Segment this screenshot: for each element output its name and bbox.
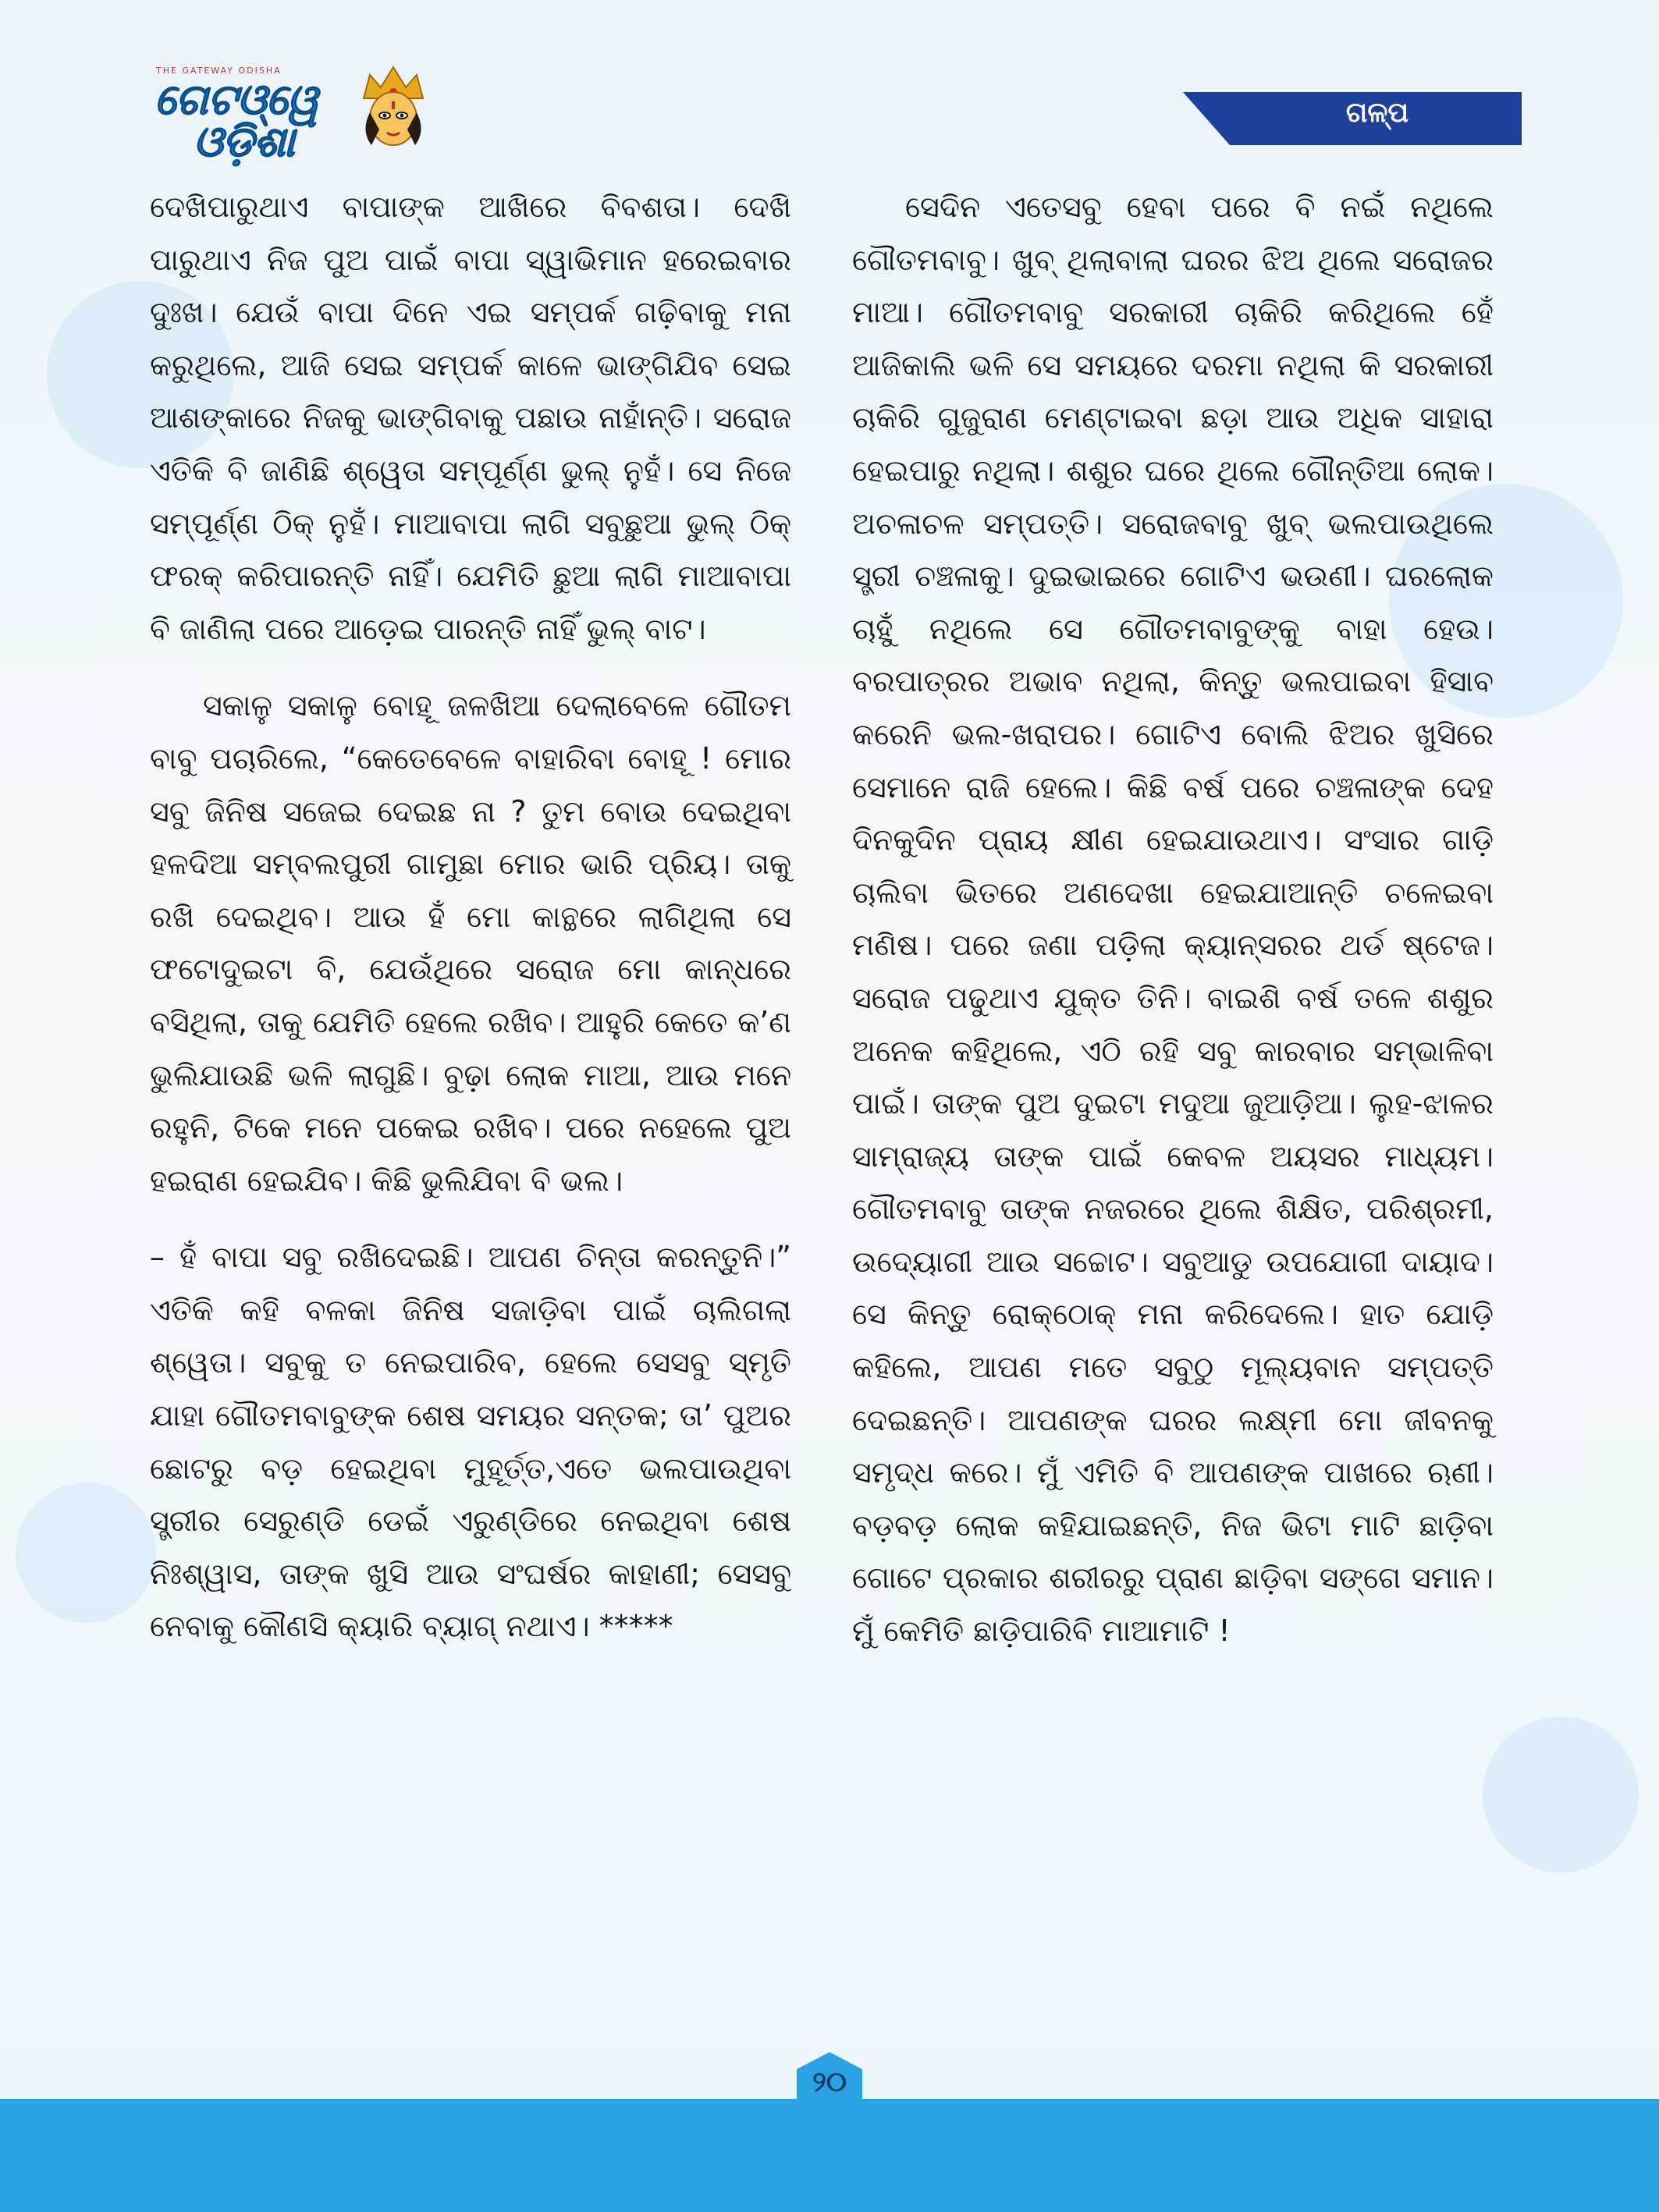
background-bubble bbox=[16, 1482, 156, 1623]
magazine-logo bbox=[148, 61, 429, 166]
background-bubble bbox=[1483, 1717, 1639, 1873]
paragraph: ଦେଖିପାରୁଥାଏ ବାପାଙ୍କ ଆଖିରେ ବିବଶତା। ଦେଖି ପାରୁଥାଏ ନିଜ ପୁଅ ପାଇଁ ବାପା ସ୍ୱାଭିମାନ ହରେଇବାର ଦୁଃଖ। ଯେଉଁ ବାପା ଦିନେ ଏଇ ସମ୍ପର୍କ ଗଢ଼ିବାକୁ ମନା କରୁଥିଲେ, ଆଜି ସେଇ ସମ୍ପର୍କ କାଳେ ଭାଙ୍ଗିଯିବ ସେଇ ଆଶଙ୍କାରେ ନିଜକୁ ଭାଙ୍ଗିବାକୁ ପଛାଉ ନାହାଁନ୍ତି। ସରୋଜ ଏତିକି ବି ଜାଣିଛି ଶ୍ୱେତା ସମ୍ପୂର୍ଣ୍ଣ ଭୁଲ୍ ନୁହଁ। ସେ ନିଜେ ସମ୍ପୂର୍ଣ୍ଣ ଠିକ୍ ନୁହଁ। ମାଆବାପା ଲାଗି ସବୁଛୁଆ ଭୁଲ୍ ଠିକ୍ ଫରକ୍ କରିପାରନ୍ତି ନାହିଁ। ଯେମିତି ଛୁଆ ଲାଗି ମାଆବାପା ବି ଜାଣିଲା ପରେ ଆଡ଼େଇ ପାରନ୍ତି ନାହିଁ ଭୁଲ୍ ବାଟ। bbox=[150, 190, 791, 646]
paragraph: ସକାଳୁ ସକାଳୁ ବୋହୂ ଜଳଖିଆ ଦେଲାବେଳେ ଗୌତମ ବାବୁ ପଚାରିଲେ, “କେତେବେଳେ ବାହାରିବା ବୋହୂ ! ମୋର ସବୁ ଜିନିଷ ସଜେଇ ଦେଇଛ ନା ? ତୁମ ବୋଉ ଦେଇଥିବା ହଳଦିଆ ସମ୍ବଲପୁରୀ ଗାମୁଛା ମୋର ଭାରି ପ୍ରିୟ। ତାକୁ ରଖି ଦେଇଥିବ। ଆଉ ହଁ ମୋ କାନ୍ଥରେ ଲାଗିଥିଲା ସେ ଫଟୋଦୁଇଟା ବି, ଯେଉଁଥିରେ ସରୋଜ ମୋ କାନ୍ଧରେ ବସିଥିଲା, ତାକୁ ଯେମିତି ହେଲେ ରଖିବ। ଆହୁରି କେତେ କ’ଣ ଭୁଲିଯାଉଛି ଭଳି ଲାଗୁଛି। ବୁଢ଼ା ଲୋକ ମାଆ, ଆଉ ମନେ ରହୁନି, ଟିକେ ମନେ ପକେଇ ରଖିବ। ପରେ ନହେଲେ ପୁଅ ହଇରାଣ ହେଇଯିବ। କିଛି ଭୁଲିଯିବା ବି ଭଲ। bbox=[150, 688, 791, 1198]
logo-tagline: THE GATEWAY ODISHA bbox=[156, 66, 282, 76]
logo-title-line1: ଗେଟଓ୍ୱେ bbox=[155, 75, 319, 124]
section-label: ଗଳ୍ପ bbox=[1345, 97, 1409, 129]
page-number: ୨୦ bbox=[812, 2066, 847, 2098]
logo-title-line2: ଓଡ଼ିଶା bbox=[194, 117, 295, 166]
article-column-left bbox=[150, 181, 791, 1653]
paragraph: ସେଦିନ ଏତେସବୁ ହେବା ପରେ ବି ନଇଁ ନଥିଲେ ଗୌତମବାବୁ। ଖୁବ୍ ଥିଲାବାଲା ଘରର ଝିଅ ଥିଲେ ସରୋଜର ମାଆ। ଗୌତମବାବୁ ସରକାରୀ ଚାକିରି କରିଥିଲେ ହେଁ ଆଜିକାଲି ଭଳି ସେ ସମୟରେ ଦରମା ନଥିଲା କି ସରକାରୀ ଚାକିରି ଗୁଜୁରାଣ ମେଣ୍ଟାଇବା ଛଡ଼ା ଆଉ ଅଧିକ ସାହାରା ହେଇପାରୁ ନଥିଲା। ଶଶୁର ଘରେ ଥିଲେ ଗୌନ୍ତିଆ ଲୋକ। ଅଚଳାଚଳ ସମ୍ପତ୍ତି। ସରୋଜବାବୁ ଖୁବ୍ ଭଲପାଉଥିଲେ ସ୍ତ୍ରୀ ଚଞ୍ଚଳାକୁ। ଦୁଇଭାଇରେ ଗୋଟିଏ ଭଉଣୀ। ଘରଲୋକ ଚାହୁଁ ନଥିଲେ ସେ ଗୌତମବାବୁଙ୍କୁ ବାହା ହେଉ। ବରପାତ୍ରର ଅଭାବ ନଥିଲା, କିନ୍ତୁ ଭଲପାଇବା ହିସାବ କରେନି ଭଲ-ଖରାପର। ଗୋଟିଏ ବୋଲି ଝିଅର ଖୁସିରେ ସେମାନେ ରାଜି ହେଲେ। କିଛି ବର୍ଷ ପରେ ଚଞ୍ଚଳାଙ୍କ ଦେହ ଦିନକୁଦିନ ପ୍ରାୟ କ୍ଷୀଣ ହେଇଯାଉଥାଏ। ସଂସାର ଗାଡ଼ି ଚାଲିବା ଭିତରେ ଅଣଦେଖା ହେଇଯାଆନ୍ତି ଚଳେଇବା ମଣିଷ। ପରେ ଜଣା ପଡ଼ିଲା କ୍ୟାନ୍ସରର ଥର୍ଡ ଷ୍ଟେଜ। ସରୋଜ ପଢୁଥାଏ ଯୁକ୍ତ ତିନି। ବାଇଶି ବର୍ଷ ତଳେ ଶଶୁର ଅନେକ କହିଥିଲେ, ଏଠି ରହି ସବୁ କାରବାର ସମ୍ଭାଳିବା ପାଇଁ। ତାଙ୍କ ପୁଅ ଦୁଇଟା ମଦୁଆ ଜୁଆଡ଼ିଆ। ଲୁହ-ଝାଳର ସାମ୍ରାଜ୍ୟ ତାଙ୍କ ପାଇଁ କେବଳ ଅୟସର ମାଧ୍ୟମ। ଗୌତମବାବୁ ତାଙ୍କ ନଜରରେ ଥିଲେ ଶିକ୍ଷିତ, ପରିଶ୍ରମୀ, ଉଦ୍ୟୋଗୀ ଆଉ ସଚ୍ଚୋଟ। ସବୁଆଡୁ ଉପଯୋଗୀ ଦାୟାଦ। ସେ କିନ୍ତୁ ରୋକ୍‌ଠୋକ୍ ମନା କରିଦେଲେ। ହାତ ଯୋଡ଼ି କହିଲେ, ଆପଣ ମତେ ସବୁଠୁ ମୂଲ୍ୟବାନ ସମ୍ପତ୍ତି ଦେଇଛନ୍ତି। ଆପଣଙ୍କ ଘରର ଲକ୍ଷ୍ମୀ ମୋ ଜୀବନକୁ ସମୃଦ୍ଧ କରେ। ମୁଁ ଏମିତି ବି ଆପଣଙ୍କ ପାଖରେ ଋଣୀ। ବଡ଼ବଡ଼ ଲୋକ କହିଯାଇଛନ୍ତି, ନିଜ ଭିଟା ମାଟି ଛାଡ଼ିବା ଗୋଟେ ପ୍ରକାର ଶରୀରରୁ ପ୍ରାଣ ଛାଡ଼ିବା ସଙ୍ଗେ ସମାନ। ମୁଁ କେମିତି ଛାଡ଼ିପାରିବି ମାଆମାଟି ! bbox=[852, 190, 1494, 1649]
article-column-right bbox=[852, 181, 1494, 1658]
paragraph: – ହଁ ବାପା ସବୁ ରଖିଦେଇଛି। ଆପଣ ଚିନ୍ତା କରନ୍ତୁନି।” ଏତିକି କହି ବଳକା ଜିନିଷ ସଜାଡ଼ିବା ପାଇଁ ଚାଲିଗଲା ଶ୍ୱେତା। ସବୁକୁ ତ ନେଇପାରିବ, ହେଲେ ସେସବୁ ସ୍ମୃତି ଯାହା ଗୌତମବାବୁଙ୍କ ଶେଷ ସମୟର ସନ୍ତକ; ତା’ ପୁଅର ଛୋଟରୁ ବଡ଼ ହେଇଥିବା ମୁହୂର୍ତ୍ତ,ଏତେ ଭଲପାଉଥିବା ସ୍ତ୍ରୀର ସେରୁଣ୍ଡି ଡେଇଁ ଏରୁଣ୍ଡିରେ ନେଇଥିବା ଶେଷ ନିଃଶ୍ୱାସ, ତାଙ୍କ ଖୁସି ଆଉ ସଂଘର୍ଷର କାହାଣୀ; ସେସବୁ ନେବାକୁ କୌଣସି କ୍ୟାରି ବ୍ୟାଗ୍ ନଥାଏ। ***** bbox=[150, 1240, 791, 1644]
goddess-face-icon bbox=[353, 64, 434, 151]
